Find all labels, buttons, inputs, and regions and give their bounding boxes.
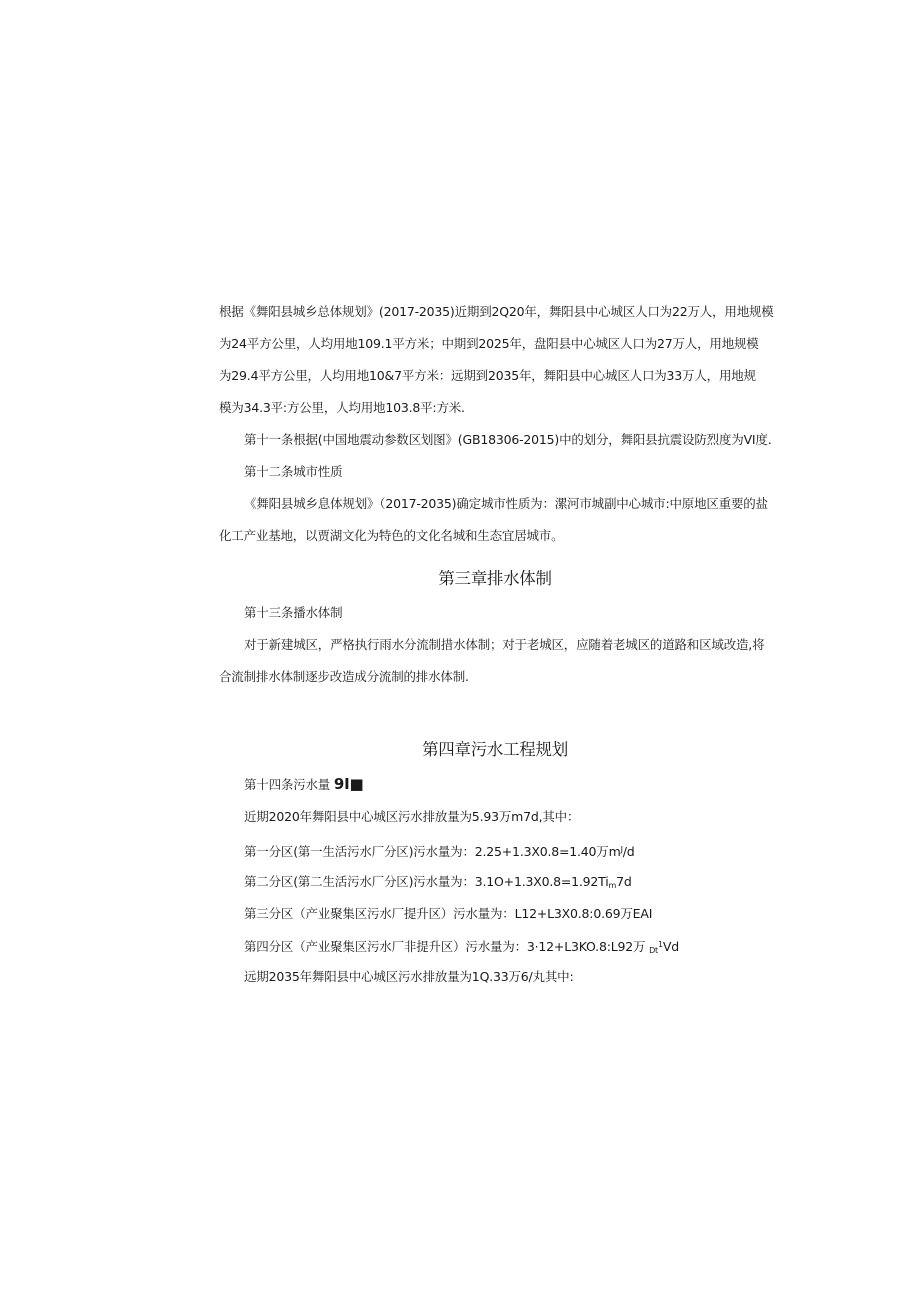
district-4-line bbox=[244, 937, 679, 959]
article-12-title: 第十二条城市性质 bbox=[244, 464, 343, 479]
article-14-title: 第十四条污水量 bbox=[244, 777, 331, 792]
article-13-title: 第十三条播水体制 bbox=[244, 605, 343, 620]
district-1-line bbox=[244, 842, 635, 860]
district-2-sub: m bbox=[608, 881, 617, 890]
district-1-sup: J bbox=[620, 845, 623, 854]
article-12-line-1: 《舞阳县城乡息体规划》（2017-2035)确定城市性质为：漯河市城副中心城市:中原地区重要的盐 bbox=[244, 496, 768, 511]
article-12-line-2: 化工产业基地，以贾湖文化为特色的文化名城和生态宜居城市。 bbox=[219, 528, 564, 543]
district-1-text: 第一分区(第一生活污水厂分区)污水量为：2.25+1.3X0.8=1.40万m bbox=[244, 844, 621, 859]
district-1-end: /d bbox=[622, 844, 635, 859]
population-paragraph-line-4: 模为34.3平:方公里，人均用地103.8平:方米. bbox=[219, 400, 465, 415]
district-4-end: Vd bbox=[662, 939, 679, 954]
district-2-end: 7d bbox=[616, 874, 632, 889]
chapter-4-heading: 第四章污水工程规划 bbox=[422, 740, 568, 759]
article-13-line-1: 对于新建城区，严格执行雨水分流制措水体制；对于老城区，应随着老城区的道路和区域改造,将 bbox=[244, 637, 765, 652]
article-14-tag: 9I■ bbox=[333, 775, 364, 793]
population-paragraph-line-1: 根据《舞阳县城乡总体规划》(2017-2035)近期到2Q20年，舞阳县中心城区人口为22万人，用地规模 bbox=[219, 304, 774, 319]
population-paragraph-line-2: 为24平方公里，人均用地109.1平方米；中期到2025年，盘阳县中心城区人口为27万人，用地规模 bbox=[219, 336, 759, 351]
district-2-line bbox=[244, 874, 632, 894]
chapter-3-heading: 第三章排水体制 bbox=[438, 569, 552, 588]
district-3-text: 第三分区（产业聚集区污水厂提升区）污水量为：L12+L3X0.8:0.69万EAI bbox=[244, 906, 653, 921]
article-14-title-line bbox=[244, 776, 363, 793]
district-2-text: 第二分区(第二生活污水厂分区)污水量为：3.1O+1.3X0.8=1.92Ti bbox=[244, 874, 609, 889]
district-4-sup: 1 bbox=[657, 940, 663, 949]
article-11-text: 第十一条根据(中国地震动参数区划图》(GB18306-2015)中的划分，舞阳县抗震设防烈度为VI度. bbox=[244, 432, 772, 447]
article-13-line-2: 合流制排水体制逐步改造成分流制的排水体制. bbox=[219, 669, 469, 684]
district-4-text: 第四分区（产业聚集区污水厂非提升区）污水量为：3·12+L3KO.8:L92万 bbox=[244, 939, 646, 954]
near-term-sewage-text: 近期2020年舞阳县中心城区污水排放量为5.93万m7d,其中： bbox=[244, 809, 580, 824]
far-term-sewage-text: 远期2035年舞阳县中心城区污水排放量为1Q.33万6/丸其中: bbox=[244, 969, 574, 984]
population-paragraph-line-3: 为29.4平方公里，人均用地10&7平方米：远期到2035年，舞阳县中心城区人口为33万人，用地规 bbox=[219, 368, 756, 383]
district-4-sub: Dt bbox=[649, 946, 658, 955]
